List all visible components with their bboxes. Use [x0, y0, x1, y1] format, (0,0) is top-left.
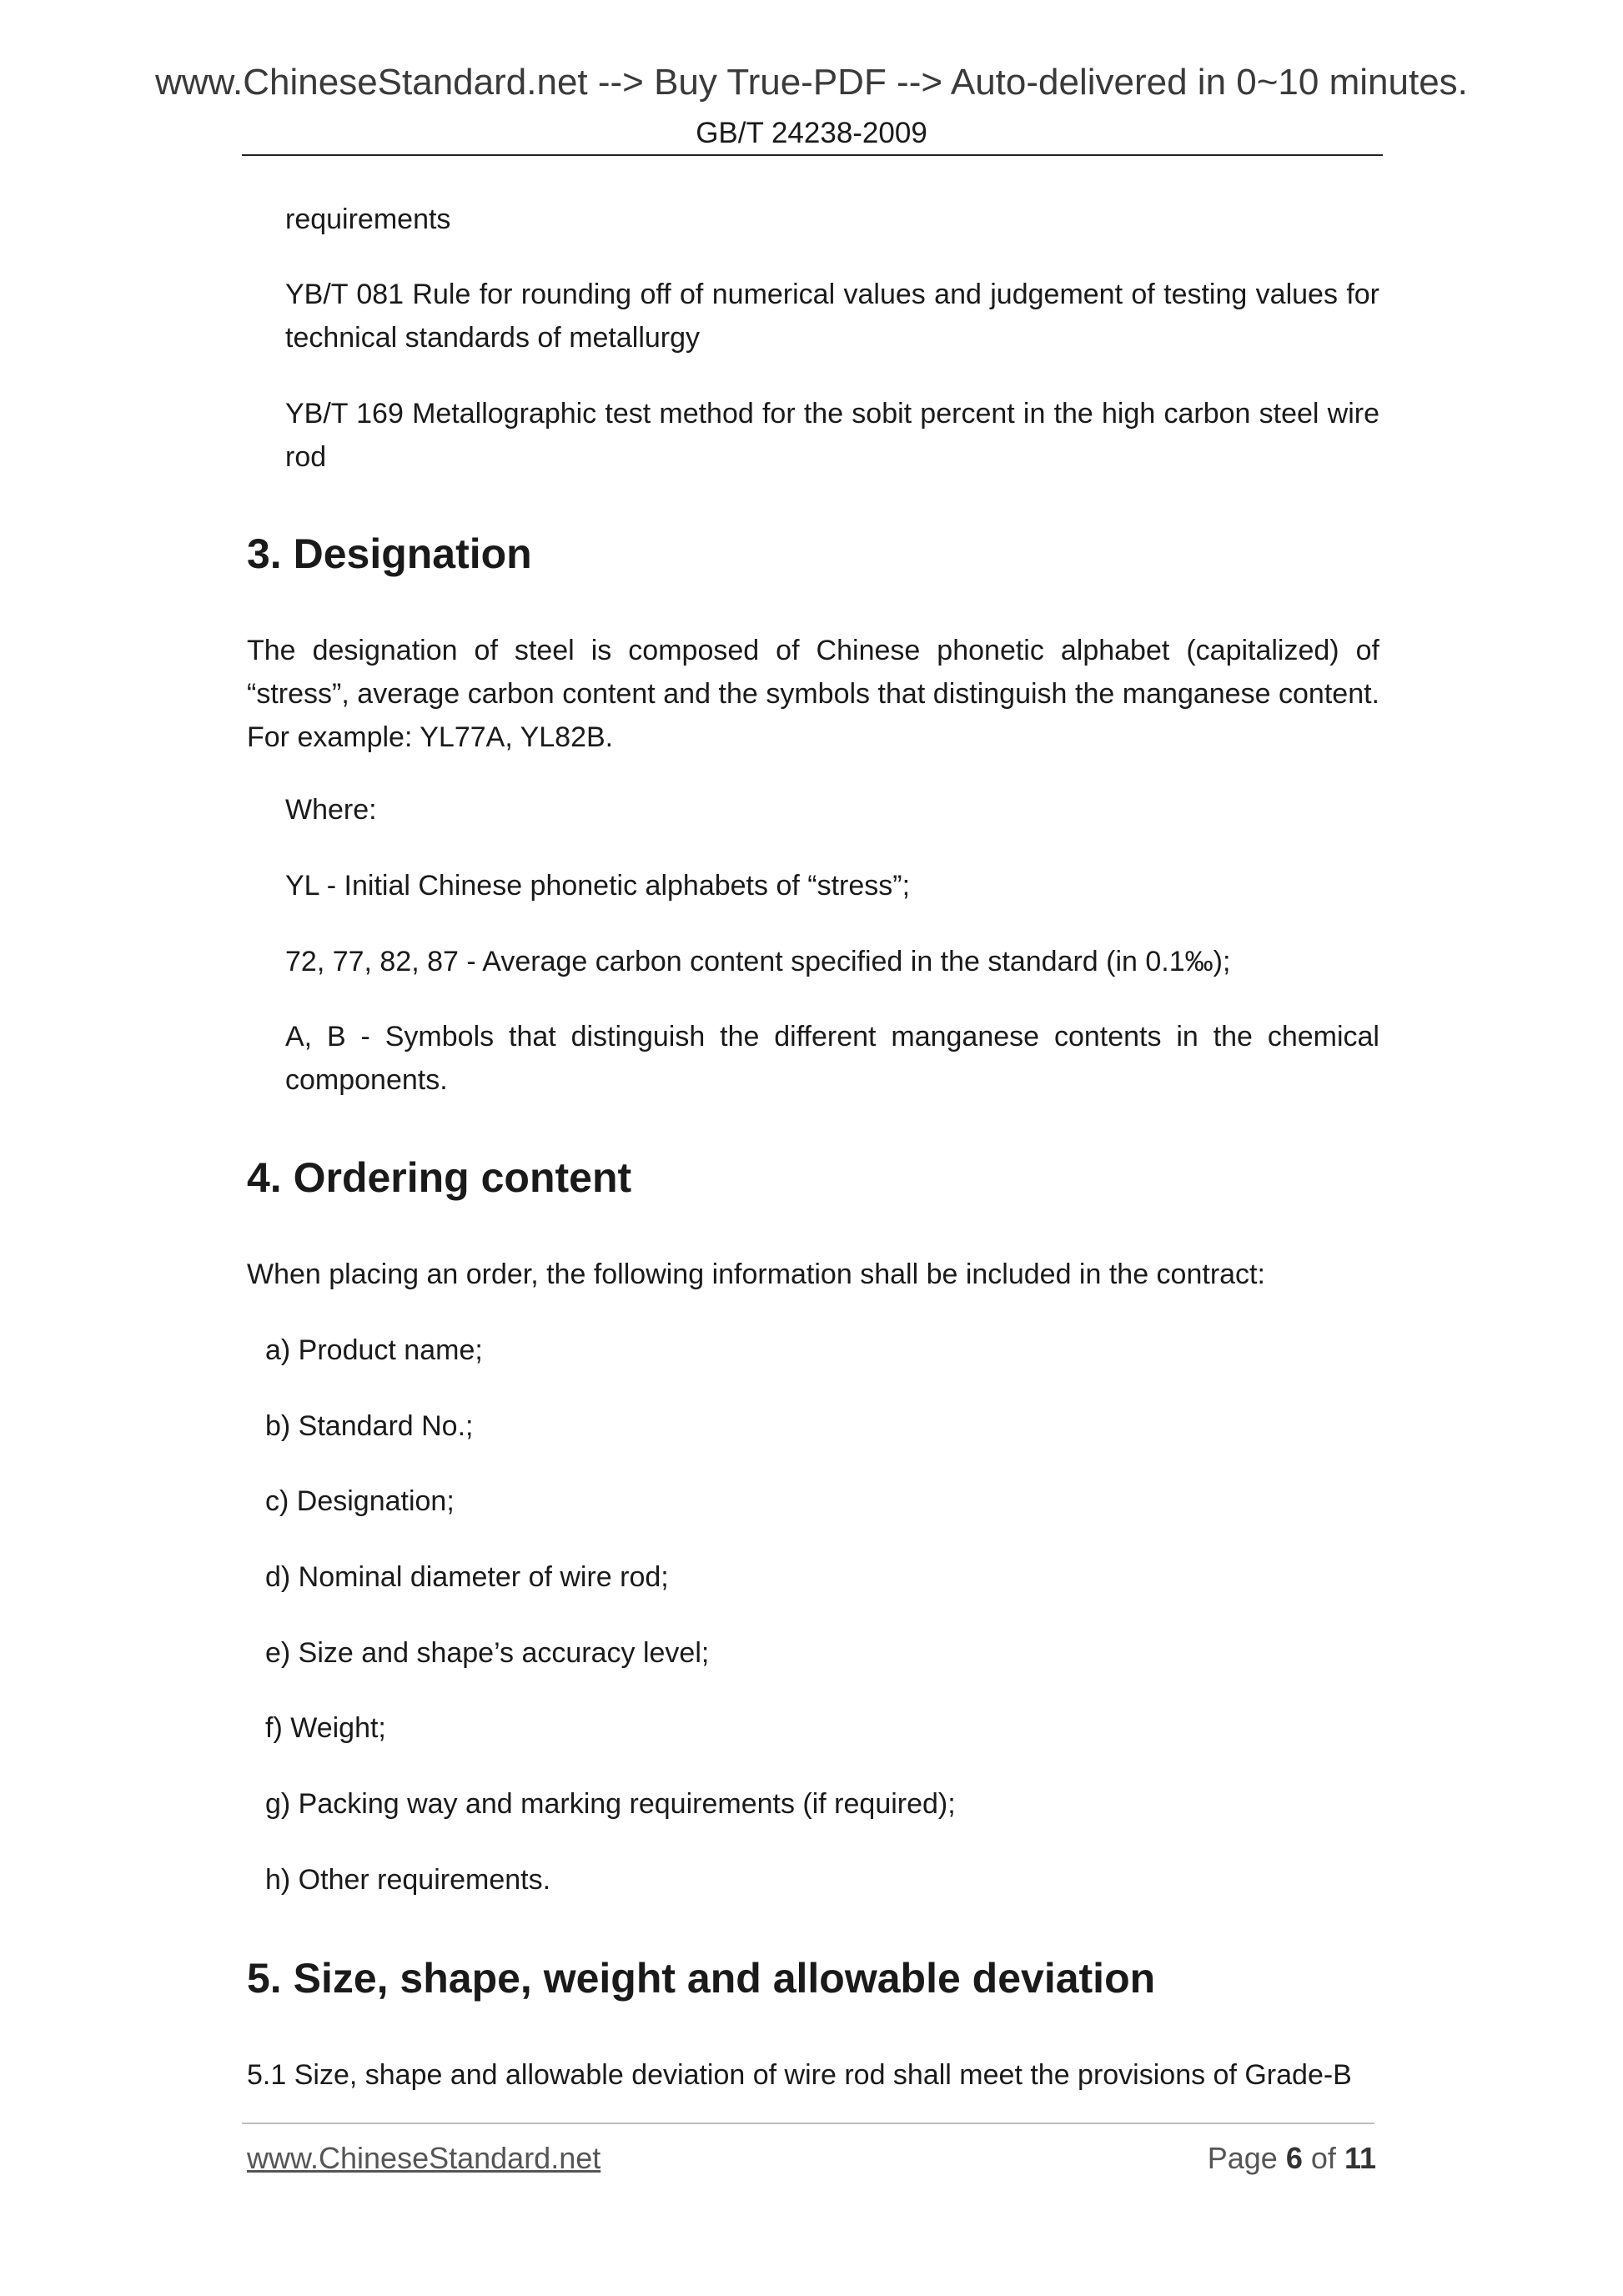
list-item: a) Product name; [265, 1334, 483, 1366]
header-divider [242, 154, 1383, 156]
section-3-heading: 3. Designation [247, 530, 532, 577]
standard-code: GB/T 24238-2009 [696, 117, 927, 149]
designation-ab: A, B - Symbols that distinguish the different manganese contents in the chemical components. [285, 1021, 1379, 1096]
list-item: d) Nominal diameter of wire rod; [265, 1561, 669, 1593]
list-item: h) Other requirements. [265, 1864, 551, 1896]
continued-text: requirements [285, 203, 451, 235]
list-item: e) Size and shape’s accuracy level; [265, 1637, 710, 1669]
list-item: c) Designation; [265, 1485, 455, 1517]
page-of: of [1310, 2141, 1336, 2175]
page-indicator [1208, 2141, 1376, 2176]
section-5-heading: 5. Size, shape, weight and allowable deviation [247, 1955, 1156, 2002]
section-4-heading: 4. Ordering content [247, 1154, 632, 1201]
section-5-1-text: 5.1 Size, shape and allowable deviation of wire rod shall meet the provisions of Grade-B [247, 2059, 1352, 2091]
header-banner: www.ChineseStandard.net --> Buy True-PDF --> Auto-delivered in 0~10 minutes. [155, 62, 1468, 103]
reference-yb169: YB/T 169 Metallographic test method for the sobit percent in the high carbon steel wire rod [285, 398, 1379, 473]
total-pages: 11 [1344, 2141, 1376, 2175]
designation-yl: YL - Initial Chinese phonetic alphabets of “stress”; [285, 870, 911, 902]
section-4-intro: When placing an order, the following information shall be included in the contract: [247, 1259, 1265, 1290]
reference-yb081: YB/T 081 Rule for rounding off of numerical values and judgement of testing values for technical standards of metallurgy [285, 279, 1379, 354]
current-page-number: 6 [1285, 2141, 1303, 2175]
footer-site-link[interactable]: www.ChineseStandard.net [247, 2141, 601, 2175]
list-item: b) Standard No.; [265, 1410, 474, 1442]
footer-divider [242, 2123, 1374, 2124]
list-item: g) Packing way and marking requirements (if required); [265, 1788, 956, 1820]
where-label: Where: [285, 794, 377, 826]
designation-carbon: 72, 77, 82, 87 - Average carbon content specified in the standard (in 0.1‰); [285, 946, 1231, 977]
list-item: f) Weight; [265, 1712, 386, 1744]
section-3-intro: The designation of steel is composed of Chinese phonetic alphabet (capitalized) of “stress”, average carbon content and the symbols that distinguish the manganese content. For example: YL77A, YL82B. [247, 635, 1379, 753]
page-prefix: Page [1207, 2141, 1278, 2175]
